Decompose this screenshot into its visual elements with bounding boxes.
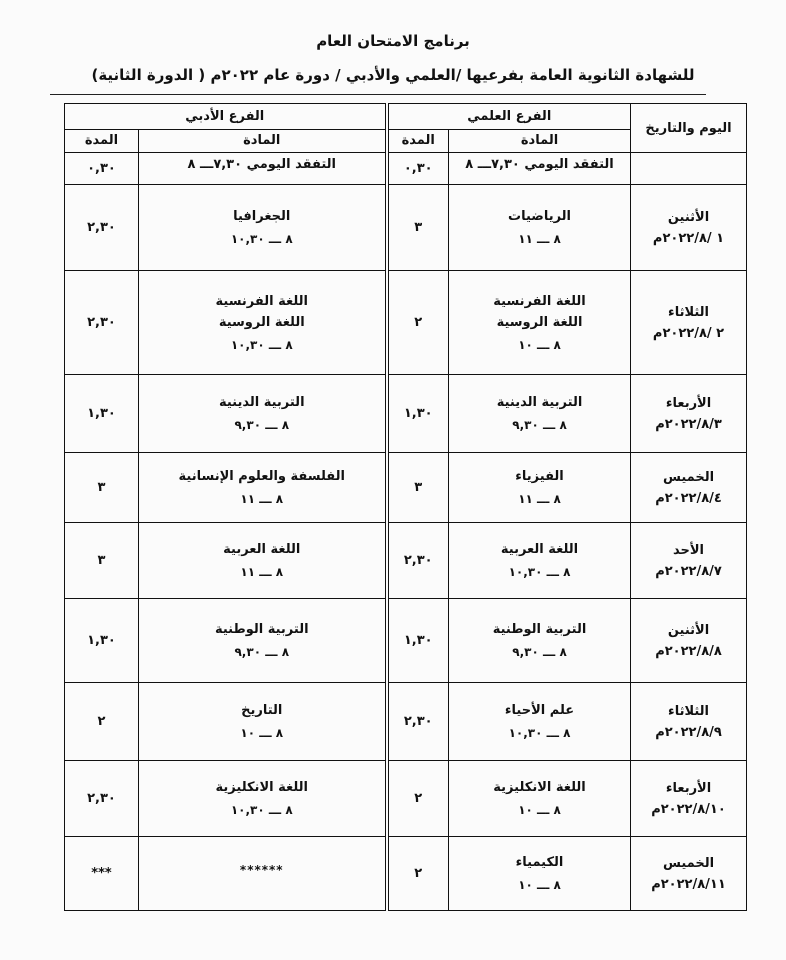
sci-subject-cell (449, 153, 631, 185)
header-lit-duration: المدة (65, 129, 139, 152)
sci-duration: ٢ (414, 791, 423, 806)
lit-duration: ١,٣٠ (87, 406, 116, 421)
sci-subject-cell (449, 683, 631, 761)
header-sci-subject: المادة (449, 129, 631, 152)
sci-subject-name: اللغة الفرنسية (493, 293, 586, 309)
sci-exam-time: ٨ ـــ ١١ (518, 492, 561, 506)
sci-duration-cell (387, 683, 449, 761)
lit-duration-cell (65, 599, 139, 683)
day-name: الثلاثاء (668, 703, 709, 719)
lit-duration: ٢,٣٠ (87, 791, 116, 806)
lit-duration-cell (65, 683, 139, 761)
sci-subject-name: التربية الدينية (496, 395, 583, 410)
exam-date: ٢ /٢٠٢٢/٨م (652, 325, 725, 341)
table-row (65, 375, 747, 453)
day-name: الأثنين (667, 622, 710, 638)
sci-subject-name: التفقد اليومي ٧,٣٠ـــ ٨ (465, 157, 614, 172)
lit-exam-time: ٨ ـــ ١٠,٣٠ (230, 337, 293, 352)
sci-subject-cell (449, 837, 631, 911)
sci-subject-cell (449, 761, 631, 837)
header-sci-duration: المدة (387, 129, 449, 152)
sci-subject-cell (449, 523, 631, 599)
table-row (65, 453, 747, 523)
lit-duration: ٢,٣٠ (87, 315, 116, 330)
lit-duration-cell (65, 185, 139, 271)
lit-subject-cell (139, 185, 387, 271)
sci-exam-time: ٨ ـــ ١١ (518, 232, 561, 246)
day-date-cell (631, 837, 747, 911)
day-name: الثلاثاء (668, 304, 709, 320)
exam-date: ٢٠٢٢/٨/٣م (655, 416, 722, 432)
sci-subject-cell (449, 375, 631, 453)
lit-duration: *** (91, 866, 112, 881)
sci-subject-name: التربية الوطنية (492, 622, 587, 637)
sci-subject-name: اللغة العربية (500, 542, 579, 557)
day-date-cell (631, 761, 747, 837)
day-name: الأثنين (667, 209, 710, 225)
lit-subject-cell (139, 453, 387, 523)
day-date-cell (631, 599, 747, 683)
day-name: الأربعاء (665, 395, 712, 411)
exam-schedule-table (64, 103, 747, 911)
lit-subject-name: التربية الدينية (218, 395, 305, 410)
sci-duration-cell (387, 185, 449, 271)
day-date-cell (631, 375, 747, 453)
sci-exam-time: ٨ ـــ ١٠ (518, 803, 561, 817)
subtitle-underline (50, 90, 706, 95)
lit-subject-cell (139, 375, 387, 453)
sci-exam-time: ٨ ـــ ٩,٣٠ (512, 645, 567, 659)
subtitle-text: للشهادة الثانوية العامة بفرعيها /العلمي والأدبي / دورة عام ٢٠٢٢م ( الدورة الثانية) (91, 66, 695, 84)
page-subtitle (40, 66, 746, 95)
lit-subject-name: التفقد اليومي ٧,٣٠ـــ ٨ (187, 157, 336, 172)
exam-date: ٢٠٢٢/٨/٤م (655, 490, 722, 506)
sci-subject-name: اللغة الروسية (496, 314, 583, 330)
lit-subject-name: الفلسفة والعلوم الإنسانية (178, 469, 345, 484)
table-row (65, 185, 747, 271)
day-name: الخميس (662, 469, 715, 485)
lit-duration-cell (65, 761, 139, 837)
sci-subject-cell (449, 453, 631, 523)
lit-subject-cell (139, 599, 387, 683)
lit-subject-cell (139, 523, 387, 599)
lit-subject-name: اللغة العربية (223, 542, 301, 557)
lit-exam-time: ٨ ـــ ٩,٣٠ (234, 645, 290, 659)
sci-duration: ٢ (414, 866, 423, 881)
lit-subject-name: التاريخ (241, 703, 283, 718)
table-row (65, 683, 747, 761)
table-row (65, 599, 747, 683)
lit-subject-name: اللغة الروسية (218, 314, 305, 330)
day-date-cell (631, 523, 747, 599)
sci-duration: ٢,٣٠ (403, 553, 433, 568)
sci-subject-name: الكيمياء (515, 855, 564, 870)
sci-exam-time: ٨ ـــ ١٠ (518, 337, 561, 352)
lit-subject-name: التربية الوطنية (214, 622, 309, 637)
lit-duration-cell (65, 153, 139, 185)
lit-exam-time: ٨ ـــ ١٠ (240, 726, 284, 740)
table-row (65, 153, 747, 185)
header-lit-subject: المادة (139, 129, 387, 152)
sci-duration-cell (387, 599, 449, 683)
day-date-cell (631, 185, 747, 271)
lit-exam-time: ٨ ـــ ١١ (240, 565, 284, 579)
lit-duration: ٣ (97, 480, 106, 495)
lit-subject-cell (139, 683, 387, 761)
sci-duration-cell (387, 375, 449, 453)
page-title: برنامج الامتحان العام (316, 32, 470, 50)
exam-date: ١ /٢٠٢٢/٨م (652, 230, 725, 246)
sci-duration: ٢,٣٠ (403, 714, 433, 729)
lit-duration: ٢ (97, 714, 106, 729)
sci-subject-name: الفيزياء (515, 469, 564, 484)
sci-duration: ١,٣٠ (403, 406, 433, 421)
table-row (65, 271, 747, 375)
table-row (65, 837, 747, 911)
sci-exam-time: ٨ ـــ ٩,٣٠ (512, 418, 567, 432)
lit-subject-cell (139, 271, 387, 375)
sci-subject-cell (449, 271, 631, 375)
sci-exam-time: ٨ ـــ ١٠ (518, 878, 561, 892)
header-literary-branch: الفرع الأدبي (65, 104, 387, 130)
lit-exam-time: ٨ ـــ ١١ (240, 492, 284, 506)
table-row (65, 523, 747, 599)
lit-duration-cell (65, 375, 139, 453)
lit-exam-time: ٨ ـــ ١٠,٣٠ (230, 803, 293, 817)
day-date-cell (631, 271, 747, 375)
lit-duration: ١,٣٠ (87, 633, 116, 648)
day-name: الأحد (673, 542, 705, 558)
lit-duration-cell (65, 271, 139, 375)
sci-subject-name: الرياضيات (508, 209, 572, 224)
sci-duration: ٠,٣٠ (403, 161, 433, 176)
sci-duration-cell (387, 453, 449, 523)
lit-duration-cell (65, 837, 139, 911)
header-day-date: اليوم والتاريخ (631, 104, 747, 153)
sci-exam-time: ٨ ـــ ١٠,٣٠ (508, 726, 571, 740)
exam-date: ٢٠٢٢/٨/٨م (655, 643, 722, 659)
lit-subject-name: ****** (239, 862, 284, 877)
day-date-cell (631, 453, 747, 523)
sci-subject-name: علم الأحياء (504, 703, 575, 718)
sci-duration: ٣ (414, 220, 423, 235)
lit-subject-cell (139, 153, 387, 185)
exam-date: ٢٠٢٢/٨/١١م (651, 876, 726, 892)
day-date-cell (631, 153, 747, 185)
sci-duration-cell (387, 153, 449, 185)
sci-exam-time: ٨ ـــ ١٠,٣٠ (508, 565, 571, 579)
lit-subject-cell (139, 837, 387, 911)
sci-duration-cell (387, 523, 449, 599)
header-scientific-branch: الفرع العلمي (387, 104, 631, 130)
sci-duration-cell (387, 761, 449, 837)
lit-subject-name: الجغرافيا (233, 209, 291, 224)
lit-duration-cell (65, 453, 139, 523)
sci-duration: ٢ (414, 315, 423, 330)
day-name: الخميس (662, 855, 715, 871)
lit-exam-time: ٨ ـــ ١٠,٣٠ (230, 232, 293, 246)
exam-date: ٢٠٢٢/٨/٧م (655, 563, 722, 579)
lit-subject-cell (139, 761, 387, 837)
exam-date: ٢٠٢٢/٨/١٠م (651, 801, 726, 817)
day-name: الأربعاء (665, 780, 712, 796)
lit-subject-name: اللغة الانكليزية (215, 780, 308, 795)
sci-duration: ١,٣٠ (403, 633, 433, 648)
lit-exam-time: ٨ ـــ ٩,٣٠ (234, 418, 290, 432)
sci-duration: ٣ (414, 480, 423, 495)
day-date-cell (631, 683, 747, 761)
lit-duration-cell (65, 523, 139, 599)
lit-duration: ٣ (97, 553, 106, 568)
sci-subject-name: اللغة الانكليزية (493, 780, 586, 795)
sci-duration-cell (387, 837, 449, 911)
table-row (65, 761, 747, 837)
lit-duration: ٢,٣٠ (87, 220, 116, 235)
exam-date: ٢٠٢٢/٨/٩م (655, 724, 722, 740)
sci-duration-cell (387, 271, 449, 375)
sci-subject-cell (449, 599, 631, 683)
lit-subject-name: اللغة الفرنسية (215, 293, 308, 309)
lit-duration: ٠,٣٠ (87, 161, 116, 176)
sci-subject-cell (449, 185, 631, 271)
